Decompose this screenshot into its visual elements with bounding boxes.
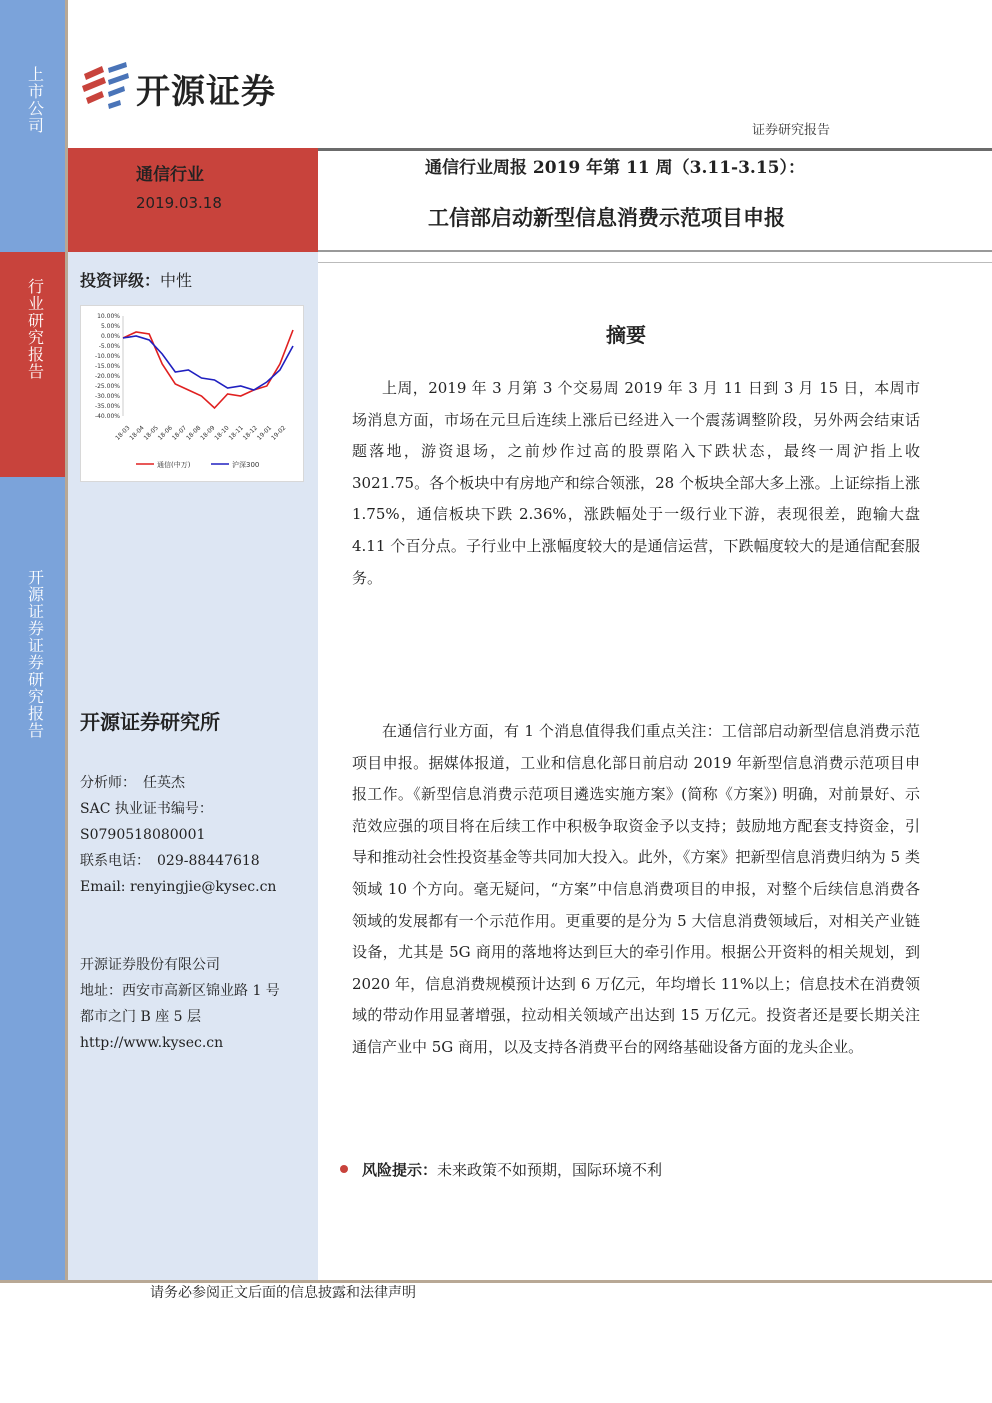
sac-label: SAC 执业证书编号： [80, 801, 213, 817]
y-tick-label: -30.00% [94, 393, 120, 400]
y-tick-label: 0.00% [100, 333, 120, 340]
report-title-line-2: 工信部启动新型信息消费示范项目申报 [428, 206, 785, 230]
x-tick-label: 18-11 [227, 424, 245, 442]
legend-label: 通信(中万) [157, 461, 191, 469]
y-tick-label: -10.00% [94, 353, 120, 360]
side-label-industry-report: 行业研究报告 [27, 277, 44, 381]
performance-chart [80, 305, 304, 482]
y-tick-label: -25.00% [94, 383, 120, 390]
series-line [123, 330, 293, 408]
rating-label: 投资评级： [80, 271, 161, 290]
company-website: http://www.kysec.cn [80, 1035, 224, 1051]
rating-value: 中性 [160, 271, 193, 290]
side-label-brand-report: 开源证券 证券研究报告 [27, 568, 44, 740]
y-tick-label: -35.00% [94, 403, 120, 410]
industry-name: 通信行业 [136, 165, 204, 185]
phone-number: 联系电话： 029-88447618 [80, 853, 260, 869]
x-tick-label: 18-12 [241, 424, 259, 442]
institute-name: 开源证券研究所 [80, 710, 220, 734]
abstract-paragraph-1: 上周，2019 年 3 月第 3 个交易周 2019 年 3 月 11 日到 3 月 15 日，本周市场消息方面，市场在元旦后连续上涨后已经进入一个震荡调整阶段，另外两会结束话题落地，游资退场，之前炒作过高的股票陷入下跌状态，最终一周沪指上收 3021.75。各个板块中有房地产和综合领涨，28 个板块全部大多上涨。上证综指上涨 1.75%，通信板块下跌 2.36%，涨跌幅处于一级行业下游，表现很差，跑输大盘 4.11 个百分点。子行业中上涨幅度较大的是通信运营，下跌幅度较大的是通信配套服务。 [352, 379, 920, 587]
cert-number: S0790518080001 [80, 827, 206, 843]
risk-text: 未来政策不如预期，国际环境不利 [437, 1161, 663, 1179]
side-label-listed-company: 上市公司 [27, 65, 44, 135]
email-address: Email: renyingjie@kysec.cn [80, 879, 277, 895]
company-address-1: 地址：西安市高新区锦业路 1 号 [80, 983, 280, 999]
side-strip-top [0, 0, 68, 252]
main-top-rule [318, 262, 992, 263]
y-tick-label: -5.00% [98, 343, 120, 350]
y-tick-label: -15.00% [94, 363, 120, 370]
brand-name: 开源证券 [136, 72, 276, 112]
x-tick-label: 18-08 [185, 424, 203, 442]
report-type-label: 证券研究报告 [752, 123, 831, 138]
y-tick-label: 10.00% [97, 313, 120, 320]
header-industry-panel [68, 148, 318, 252]
report-title-line-1: 通信行业周报 2019 年第 11 周（3.11-3.15）： [425, 158, 806, 178]
report-date: 2019.03.18 [136, 194, 222, 212]
brand-logo-icon [80, 60, 130, 112]
x-tick-label: 19-02 [270, 424, 288, 442]
analyst-info [80, 770, 315, 900]
y-tick-label: -40.00% [94, 413, 120, 420]
x-tick-label: 18-06 [156, 424, 174, 442]
risk-label: 风险提示： [362, 1161, 438, 1179]
abstract-heading: 摘要 [606, 323, 646, 347]
side-strip-middle [0, 252, 68, 477]
investment-rating [80, 268, 192, 291]
y-tick-label: -20.00% [94, 373, 120, 380]
y-tick-label: 5.00% [100, 323, 120, 330]
series-line [123, 336, 293, 390]
footer-rule [0, 1280, 992, 1283]
side-strip-bottom [0, 477, 68, 1283]
x-tick-label: 18-10 [213, 424, 231, 442]
company-name: 开源证券股份有限公司 [80, 957, 220, 973]
legend-label: 沪深300 [232, 461, 260, 469]
x-tick-label: 18-03 [114, 424, 132, 442]
risk-notice [340, 1159, 940, 1180]
x-tick-label: 18-05 [142, 424, 160, 442]
chart-svg [81, 306, 303, 481]
x-tick-label: 18-09 [199, 424, 217, 442]
x-tick-label: 19-01 [255, 424, 274, 442]
bullet-dot-icon [340, 1165, 348, 1173]
x-tick-label: 18-07 [170, 424, 189, 442]
company-info [80, 952, 315, 1056]
footer-disclaimer: 请务必参阅正文后面的信息披露和法律声明 [150, 1285, 416, 1301]
analyst-name: 分析师： 任英杰 [80, 775, 185, 791]
x-tick-label: 18-04 [128, 424, 146, 442]
abstract-paragraph-2: 在通信行业方面，有 1 个消息值得我们重点关注：工信部启动新型信息消费示范项目申报。据媒体报道，工业和信息化部日前启动 2019 年新型信息消费示范项目申报工作。《新型信息消费示范项目遴选实施方案》(简称《方案》) 明确，对前景好、示范效应强的项目将在后续工作中积极争取资金予以支持；鼓励地方配套支持资金，引导和推动社会性投资基金等共同加大投入。此外，《方案》把新型信息消费归纳为 5 类领域 10 个方向。毫无疑问，“方案”中信息消费项目的申报，对整个后续信息消费各领域的发展都有一个示范作用。更重要的是分为 5 大信息消费领域后，对相关产业链设备，尤其是 5G 商用的落地将达到巨大的牵引作用。根据公开资料的相关规划，到 2020 年，信息消费规模预计达到 6 万亿元，年均增长 11%以上；信息技术在消费领域的带动作用显著增强，拉动相关领域产出达到 15 万亿元。投资者还是要长期关注通信产业中 5G 商用，以及支持各消费平台的网络基础设备方面的龙头企业。 [352, 722, 920, 1056]
company-address-2: 都市之门 B 座 5 层 [80, 1009, 201, 1025]
header-bottom-rule [318, 250, 992, 252]
